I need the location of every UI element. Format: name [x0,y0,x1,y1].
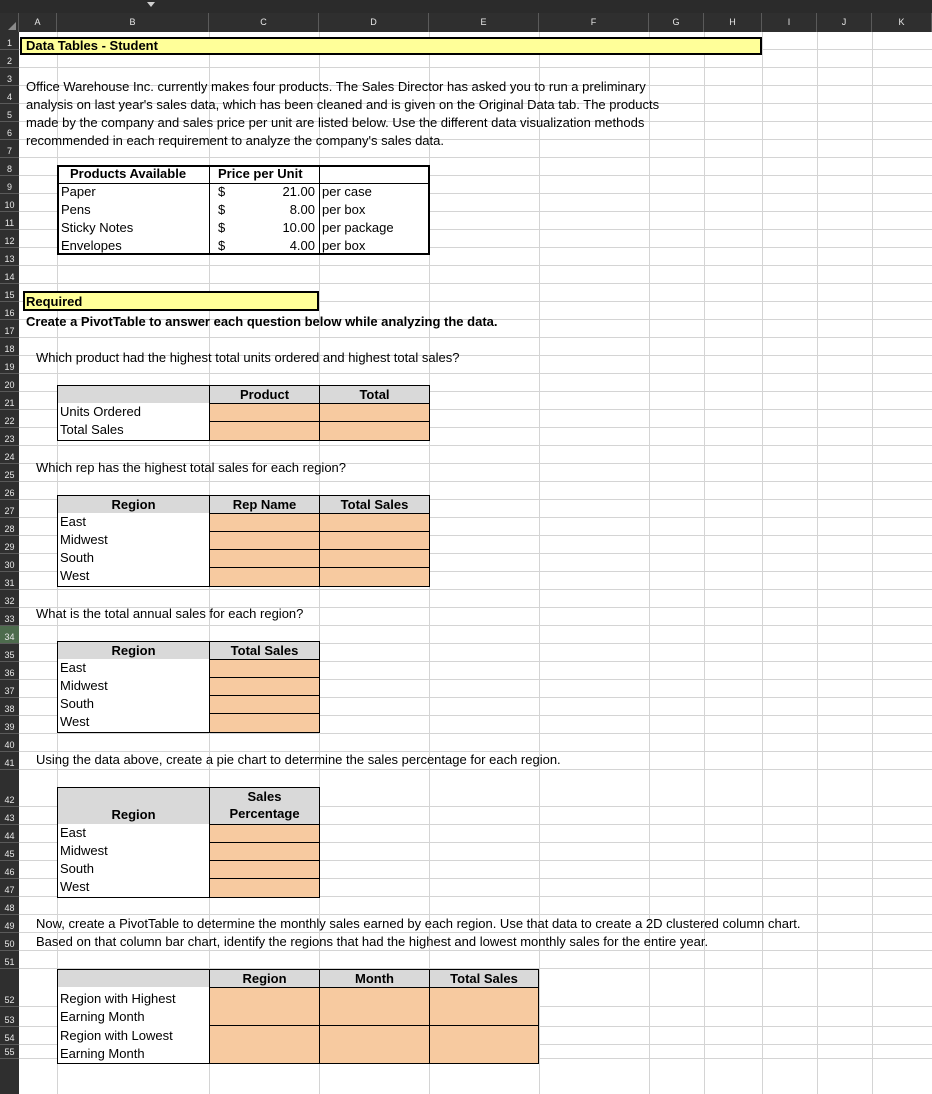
row-header-15[interactable] [0,284,19,302]
row-number: 43 [4,813,15,823]
row-number: 41 [4,758,15,768]
row-header-21[interactable] [0,392,19,410]
product-currency: $ [218,238,226,253]
q4-pct-input[interactable] [209,878,320,898]
q3-sales-input[interactable] [209,659,320,678]
row-number: 28 [4,524,15,534]
row-header-33[interactable] [0,608,19,626]
gridline-col [817,32,818,1094]
q4-region-label: South [57,860,210,879]
row-header-16[interactable] [0,302,19,320]
product-unit: per package [322,220,394,235]
row-header-55[interactable] [0,1045,19,1059]
product-name: Envelopes [61,238,122,253]
gridline-row [19,265,932,266]
q1-header-blank [57,385,210,404]
row-header-37[interactable] [0,680,19,698]
gridline-row [19,733,932,734]
q2-sales-input[interactable] [319,549,430,568]
row-number: 53 [4,1015,15,1025]
row-number: 31 [4,578,15,588]
row-header-7[interactable] [0,140,19,158]
row-number: 21 [4,398,15,408]
gridline-row [19,157,932,158]
row-header-39[interactable] [0,716,19,734]
column-header-f[interactable]: F [539,13,649,32]
column-header-e[interactable]: E [429,13,539,32]
products-header-product: Products Available [70,166,187,181]
products-header-rule [57,183,430,184]
row-header-26[interactable] [0,482,19,500]
column-header-d[interactable]: D [319,13,429,32]
row-header-49[interactable] [0,915,19,933]
row-number: 24 [4,452,15,462]
row-header-50[interactable] [0,933,19,951]
row-number: 15 [4,290,15,300]
products-divider-2 [319,165,320,255]
row-number: 44 [4,831,15,841]
row-header-54[interactable] [0,1027,19,1045]
product-unit: per case [322,184,372,199]
row-header-12[interactable] [0,230,19,248]
intro-line-2: analysis on last year's sales data, which has been cleaned and is given on the Original Data tab. The products [26,97,660,112]
gridline-row [19,481,932,482]
row-number: 36 [4,668,15,678]
row-number: 38 [4,704,15,714]
q5-highest-label-line2: Earning Month [60,1009,145,1024]
q3-region-label: South [57,695,210,714]
row-header-35[interactable] [0,644,19,662]
q3-region-label: Midwest [57,677,210,696]
q5-instruction-line-2: Based on that column bar chart, identify the regions that had the highest and lowest monthly sales for the entire year. [36,934,709,949]
q2-sales-input[interactable] [319,513,430,532]
q4-header-region: Region [57,787,210,825]
q3-sales-input[interactable] [209,695,320,714]
row-header-25[interactable] [0,464,19,482]
row-header-27[interactable] [0,500,19,518]
q3-region-label: West [57,713,210,733]
row-number: 49 [4,921,15,931]
row-header-5[interactable] [0,104,19,122]
product-name: Pens [61,202,91,217]
row-number: 1 [6,38,12,48]
row-number: 10 [4,200,15,210]
row-header-8[interactable] [0,158,19,176]
q4-pct-input[interactable] [209,842,320,861]
row-header-48[interactable] [0,897,19,915]
product-price: 4.00 [289,238,315,253]
row-header-9[interactable] [0,176,19,194]
gridline-row [19,769,932,770]
q5-header-region: Region [209,969,320,988]
row-header-36[interactable] [0,662,19,680]
row-number: 29 [4,542,15,552]
q5-highest-label-line1: Region with Highest [60,991,176,1006]
q2-header-sales: Total Sales [319,495,430,514]
q4-question: Using the data above, create a pie chart to determine the sales percentage for each region. [36,752,561,767]
q5-header-sales: Total Sales [429,969,539,988]
q2-header-rep: Rep Name [209,495,320,514]
row-number: 11 [4,218,15,228]
select-all-corner[interactable] [0,13,19,32]
gridline-row [19,283,932,284]
row-header-28[interactable] [0,518,19,536]
row-number: 54 [4,1033,15,1043]
gridline-col [762,32,763,1094]
row-number: 20 [4,380,15,390]
row-header-52[interactable] [0,969,19,1007]
product-unit: per box [322,202,366,217]
gridline-row [19,625,932,626]
intro-line-1: Office Warehouse Inc. currently makes four products. The Sales Director has asked you to run a preliminary [26,79,646,94]
row-header-45[interactable] [0,843,19,861]
q2-rep-input[interactable] [209,549,320,568]
q2-rep-input[interactable] [209,567,320,587]
gridline-row [19,445,932,446]
q5-lowest-sales-input[interactable] [429,1025,539,1064]
q3-header-region: Region [57,641,210,660]
q3-question: What is the total annual sales for each region? [36,606,304,621]
q1-total-input[interactable] [319,403,430,422]
q5-lowest-region-input[interactable] [209,1025,320,1064]
q4-region-label: West [57,878,210,898]
row-header-6[interactable] [0,122,19,140]
row-number: 37 [4,686,15,696]
q5-instruction-line-1: Now, create a PivotTable to determine the monthly sales earned by each region. Use that data to create a 2D clustered column chart. [36,916,801,931]
row-number: 19 [4,362,15,372]
row-header-53[interactable] [0,1007,19,1027]
q3-region-label: East [57,659,210,678]
gridline-row [19,373,932,374]
row-number: 25 [4,470,15,480]
row-header-51[interactable] [0,951,19,969]
product-currency: $ [218,184,226,199]
row-header-38[interactable] [0,698,19,716]
row-number: 40 [4,740,15,750]
products-header-price: Price per Unit [218,166,303,181]
row-number: 5 [6,110,12,120]
product-unit: per box [322,238,366,253]
q2-sales-input[interactable] [319,531,430,550]
column-header-g[interactable]: G [649,13,704,32]
row-number: 26 [4,488,15,498]
product-price: 8.00 [289,202,315,217]
row-header-19[interactable] [0,356,19,374]
sheet-grid[interactable] [19,32,932,1094]
row-number: 18 [4,344,15,354]
q2-question: Which rep has the highest total sales for each region? [36,460,347,475]
q1-header-product: Product [209,385,320,404]
q5-lowest-label-line1: Region with Lowest [60,1028,173,1043]
row-number: 6 [6,128,12,138]
row-header-24[interactable] [0,446,19,464]
q5-header-blank [57,969,210,988]
product-price: 10.00 [282,220,315,235]
q1-question: Which product had the highest total units ordered and highest total sales? [36,350,460,365]
q1-row-label: Units Ordered [57,403,210,422]
row-number: 9 [6,182,12,192]
row-number: 27 [4,506,15,516]
gridline-col [872,32,873,1094]
row-number: 42 [4,795,15,805]
gridline-row [19,589,932,590]
row-header-10[interactable] [0,194,19,212]
row-header-46[interactable] [0,861,19,879]
row-number: 50 [4,939,15,949]
row-number: 46 [4,867,15,877]
row-number: 7 [6,146,12,156]
q5-highest-sales-input[interactable] [429,987,539,1026]
row-header-31[interactable] [0,572,19,590]
row-header-30[interactable] [0,554,19,572]
row-number: 4 [6,92,12,102]
product-currency: $ [218,202,226,217]
gridline-row [19,337,932,338]
column-header-j[interactable]: J [817,13,872,32]
row-header-22[interactable] [0,410,19,428]
row-header-14[interactable] [0,266,19,284]
product-name: Sticky Notes [61,220,134,235]
row-number: 13 [4,254,15,264]
q3-sales-input[interactable] [209,677,320,696]
column-header-k[interactable]: K [872,13,932,32]
row-number: 17 [4,326,15,336]
column-header-c[interactable]: C [209,13,319,32]
q2-region-label: East [57,513,210,532]
required-instruction: Create a PivotTable to answer each question below while analyzing the data. [26,314,498,329]
row-number: 22 [4,416,15,426]
row-number: 8 [6,164,12,174]
row-number: 39 [4,722,15,732]
q2-sales-input[interactable] [319,567,430,587]
row-header-34[interactable] [0,626,19,644]
row-number: 30 [4,560,15,570]
q5-highest-label [57,987,210,1026]
row-header-2[interactable] [0,50,19,68]
row-header-23[interactable] [0,428,19,446]
row-header-40[interactable] [0,734,19,752]
gridline-row [19,67,932,68]
row-number: 33 [4,614,15,624]
row-number: 35 [4,650,15,660]
select-all-icon [8,22,16,30]
row-number: 32 [4,596,15,606]
intro-line-4: recommended in each requirement to analyze the company's sales data. [26,133,444,148]
q4-header-pct-line2: Percentage [229,806,300,821]
row-header-17[interactable] [0,320,19,338]
column-header-a[interactable]: A [19,13,57,32]
toolbar-strip [0,0,932,13]
row-number: 45 [4,849,15,859]
column-header-h[interactable]: H [704,13,762,32]
q1-row-label: Total Sales [57,421,210,441]
row-number: 52 [4,995,15,1005]
row-header-32[interactable] [0,590,19,608]
row-number: 55 [4,1047,15,1057]
q2-region-label: West [57,567,210,587]
column-header-b[interactable]: B [57,13,209,32]
q2-region-label: South [57,549,210,568]
q4-region-label: Midwest [57,842,210,861]
row-header-4[interactable] [0,86,19,104]
q4-pct-input[interactable] [209,860,320,879]
q5-highest-region-input[interactable] [209,987,320,1026]
q4-header-pct [209,787,320,825]
product-price: 21.00 [282,184,315,199]
row-header-18[interactable] [0,338,19,356]
row-header-44[interactable] [0,825,19,843]
row-header-43[interactable] [0,807,19,825]
q4-region-label: East [57,824,210,843]
q2-rep-input[interactable] [209,513,320,532]
row-number: 16 [4,308,15,318]
q5-lowest-label [57,1025,210,1064]
row-header-47[interactable] [0,879,19,897]
row-header-42[interactable] [0,770,19,807]
q5-lowest-label-line2: Earning Month [60,1046,145,1061]
column-header-bar [0,13,932,32]
product-currency: $ [218,220,226,235]
row-number: 12 [4,236,15,246]
row-header-11[interactable] [0,212,19,230]
q2-rep-input[interactable] [209,531,320,550]
row-header-bar [0,32,19,1094]
product-name: Paper [61,184,96,199]
row-number: 51 [4,957,15,967]
q4-header-pct-line1: Sales [247,789,282,804]
row-header-20[interactable] [0,374,19,392]
row-number: 47 [4,885,15,895]
q1-product-input[interactable] [209,421,320,441]
q3-sales-input[interactable] [209,713,320,733]
sheet-title: Data Tables - Student [26,38,158,53]
q1-total-input[interactable] [319,421,430,441]
q5-highest-month-input[interactable] [319,987,430,1026]
q3-header-sales: Total Sales [209,641,320,660]
column-header-i[interactable]: I [762,13,817,32]
intro-line-3: made by the company and sales price per unit are listed below. Use the different data visualization methods [26,115,645,130]
q5-lowest-month-input[interactable] [319,1025,430,1064]
row-number: 14 [4,272,15,282]
q2-header-region: Region [57,495,210,514]
required-label: Required [26,294,83,309]
row-number: 2 [6,56,12,66]
row-header-1[interactable] [0,32,19,50]
row-header-41[interactable] [0,752,19,770]
row-number: 48 [4,903,15,913]
q2-region-label: Midwest [57,531,210,550]
row-number: 34 [4,632,15,642]
dropdown-arrow-icon[interactable] [147,2,155,7]
row-header-13[interactable] [0,248,19,266]
products-divider [209,165,210,255]
row-header-3[interactable] [0,68,19,86]
q1-product-input[interactable] [209,403,320,422]
q5-header-month: Month [319,969,430,988]
q1-header-total: Total [319,385,430,404]
q4-pct-input[interactable] [209,824,320,843]
row-header-29[interactable] [0,536,19,554]
row-number: 23 [4,434,15,444]
row-number: 3 [6,74,12,84]
